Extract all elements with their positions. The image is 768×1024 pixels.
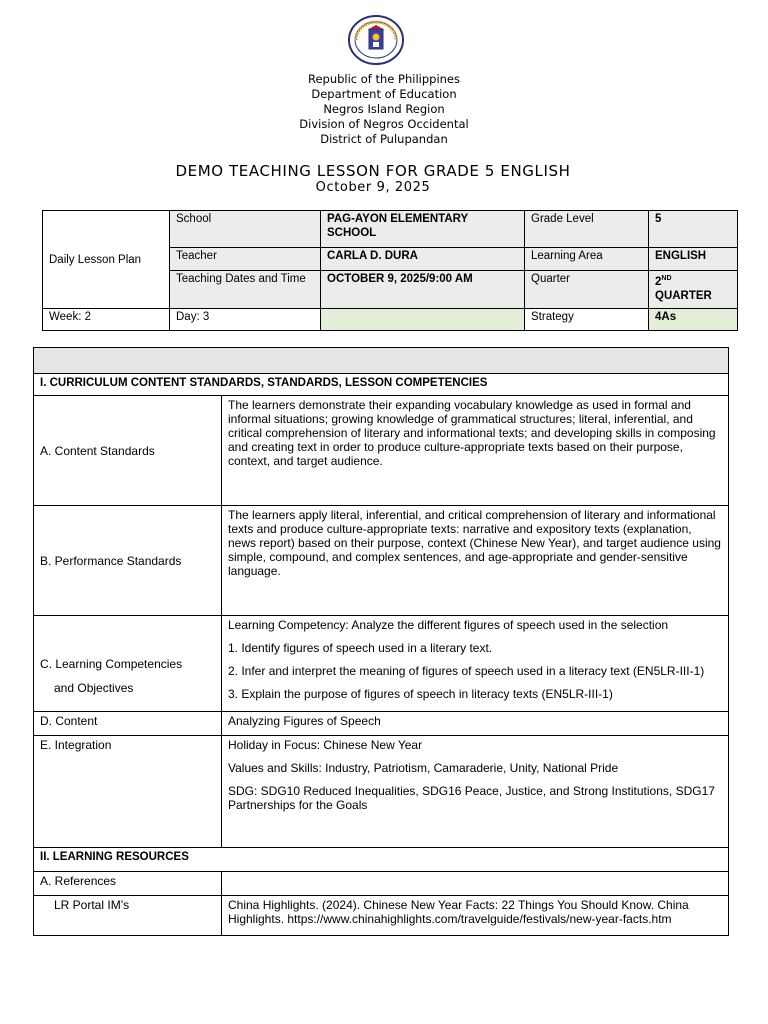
content-label: D. Content [34, 712, 222, 736]
section-curriculum-standards: I. CURRICULUM CONTENT STANDARDS, STANDARDS, LESSON COMPETENCIES [34, 374, 729, 396]
school-value: PAG-AYON ELEMENTARY SCHOOL [321, 211, 525, 248]
quarter-number: 2 [655, 275, 662, 288]
blank-cell [321, 309, 525, 331]
competency-item: 1. Identify figures of speech used in a literary text. [228, 641, 493, 655]
integration-label: E. Integration [34, 736, 222, 848]
deped-seal-logo [347, 15, 405, 65]
learning-area-value: ENGLISH [649, 248, 738, 271]
daily-lesson-plan-label: Daily Lesson Plan [43, 211, 170, 309]
competency-item: 3. Explain the purpose of figures of speech in literacy texts (EN5LR-III-1) [228, 687, 613, 701]
header-line: Division of Negros Occidental [299, 117, 469, 131]
quarter-word: QUARTER [655, 289, 712, 302]
header-line: Negros Island Region [323, 102, 445, 116]
header-line: District of Pulupandan [320, 132, 448, 146]
content-standards-text: The learners demonstrate their expanding vocabulary knowledge as used in formal and informal situations; growing knowledge of grammatical structures; literal, inferential, and critical comprehension of literary and informational texts; and developing skills in composing and creating text in order to produce culture-appropriate texts based on their purpose, context, and target audience. [222, 396, 729, 506]
competency-item: 2. Infer and interpret the meaning of figures of speech used in a literacy text (EN5LR-III-1) [228, 664, 705, 678]
quarter-suffix: ND [661, 275, 672, 282]
day-cell: Day: 3 [170, 309, 321, 331]
header-line: Department of Education [311, 87, 457, 101]
references-label: A. References [34, 872, 222, 896]
integration-text [222, 736, 729, 848]
document-title: DEMO TEACHING LESSON FOR GRADE 5 ENGLISH [175, 162, 571, 180]
teacher-label: Teacher [170, 248, 321, 271]
quarter-value [649, 271, 738, 309]
competencies-label-line: C. Learning Competencies [40, 656, 183, 671]
document-date: October 9, 2025 [315, 180, 431, 195]
integration-item: Holiday in Focus: Chinese New Year [228, 738, 423, 752]
section-learning-resources: II. LEARNING RESOURCES [34, 848, 729, 872]
week-cell: Week: 2 [43, 309, 170, 331]
strategy-value: 4As [649, 309, 738, 331]
strategy-label: Strategy [525, 309, 649, 331]
teacher-value: CARLA D. DURA [321, 248, 525, 271]
header-line: Republic of the Philippines [307, 72, 461, 86]
school-label: School [170, 211, 321, 248]
teaching-dates-value: OCTOBER 9, 2025/9:00 AM [321, 271, 525, 309]
agency-header [0, 72, 768, 147]
lr-portal-text: China Highlights. (2024). Chinese New Year Facts: 22 Things You Should Know. China Highlights. https://www.chinahighlights.com/travelguide/festivals/new-year-facts.htm [222, 896, 729, 936]
competencies-label-line: and Objectives [54, 680, 134, 695]
integration-item: Values and Skills: Industry, Patriotism, Camaraderie, Unity, National Pride [228, 761, 619, 775]
lesson-info-table [42, 210, 738, 331]
integration-item: SDG: SDG10 Reduced Inequalities, SDG16 Peace, Justice, and Strong Institutions, SDG17 Partnerships for the Goals [228, 784, 715, 812]
table-header-blank [34, 348, 729, 374]
content-standards-label: A. Content Standards [34, 396, 222, 506]
content-text: Analyzing Figures of Speech [222, 712, 729, 736]
grade-level-label: Grade Level [525, 211, 649, 248]
teaching-dates-label: Teaching Dates and Time [170, 271, 321, 309]
learning-competencies-label [34, 616, 222, 712]
references-blank [222, 872, 729, 896]
competency-item: Learning Competency: Analyze the different figures of speech used in the selection [228, 618, 669, 632]
lr-portal-label: LR Portal IM’s [34, 896, 222, 936]
lesson-plan-table [33, 347, 729, 936]
quarter-label: Quarter [525, 271, 649, 309]
learning-area-label: Learning Area [525, 248, 649, 271]
performance-standards-label: B. Performance Standards [34, 506, 222, 616]
performance-standards-text: The learners apply literal, inferential, and critical comprehension of literary and informational texts and produce culture-appropriate texts: narrative and expository texts (explanation, news report) based on their purpose, context (Chinese New Year), and target audience using simple, compound, and complex sentences, and age-appropriate and gender-sensitive language. [222, 506, 729, 616]
learning-competencies-text [222, 616, 729, 712]
grade-level-value: 5 [649, 211, 738, 248]
